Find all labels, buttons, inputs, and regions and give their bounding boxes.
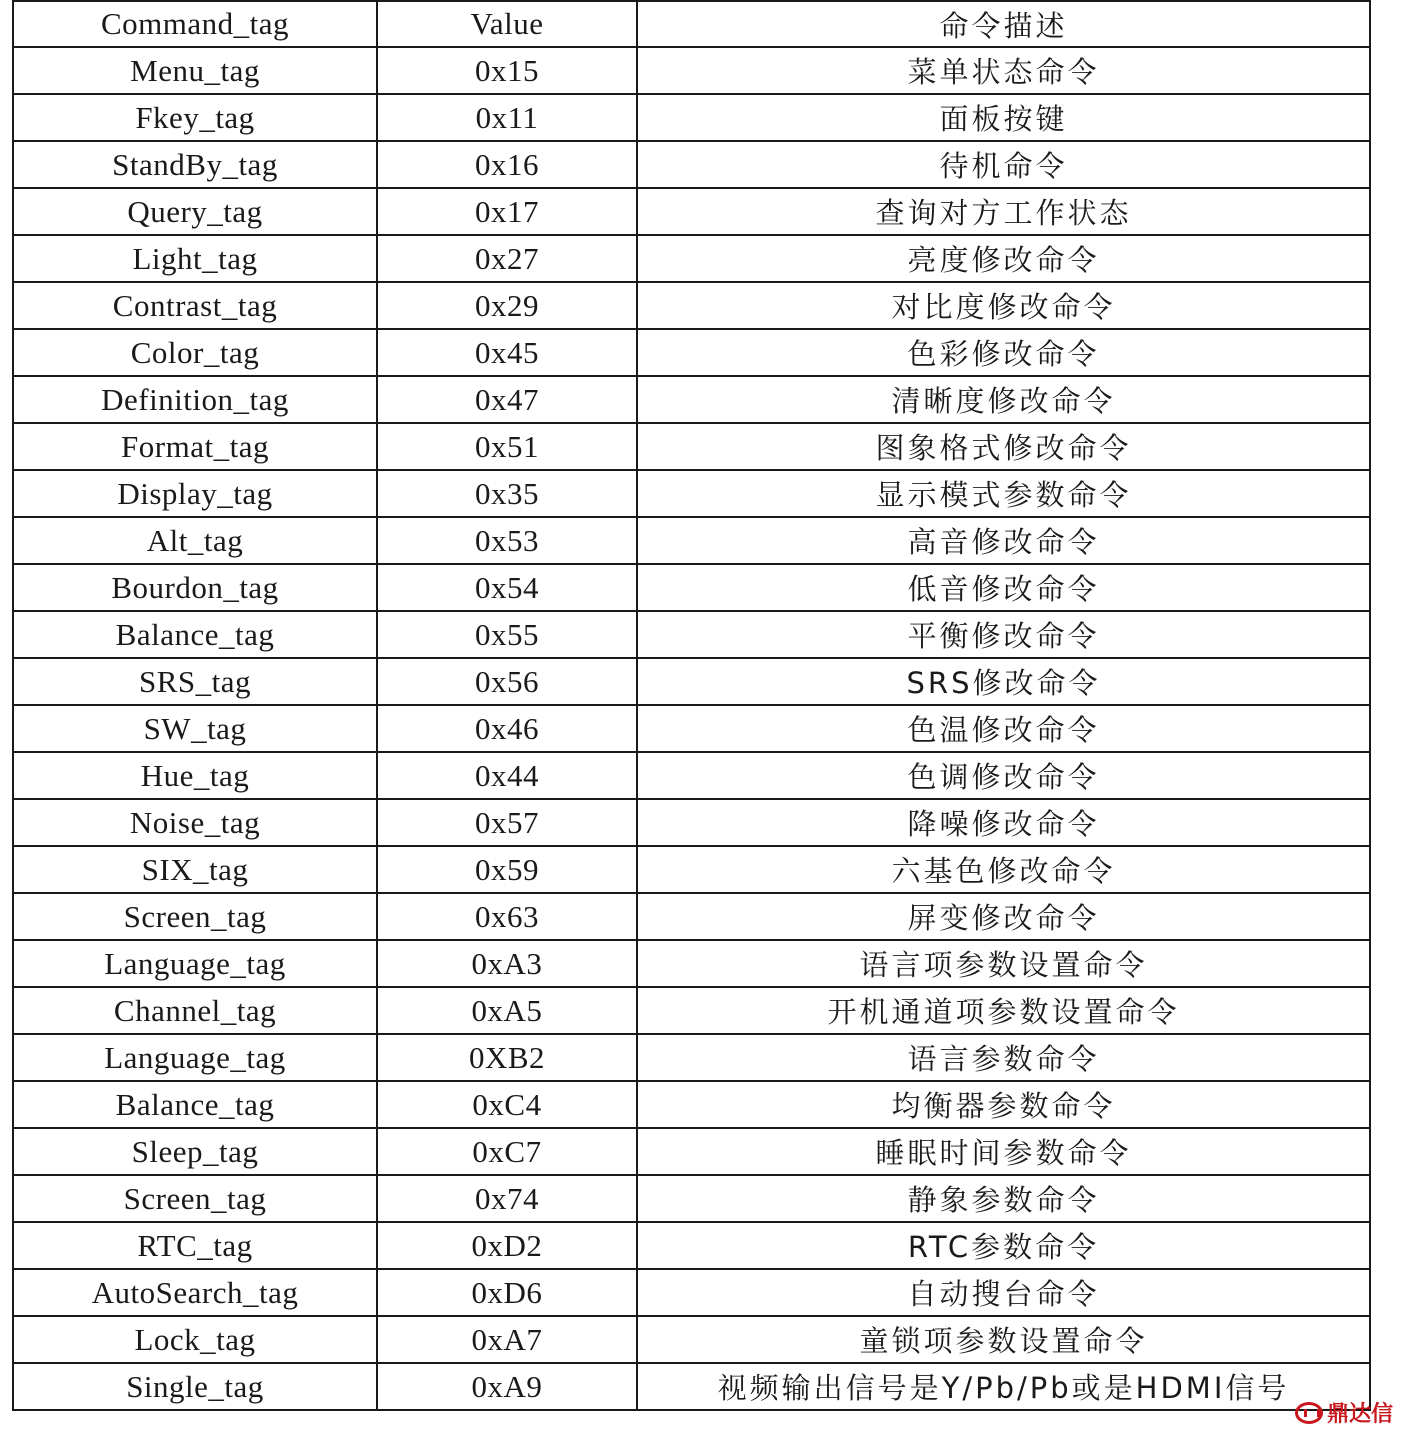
description-cell: 查询对方工作状态	[637, 188, 1370, 235]
command-tag-cell: Single_tag	[13, 1363, 377, 1410]
description-cell: 降噪修改命令	[637, 799, 1370, 846]
table-row	[13, 799, 1370, 846]
table-row	[13, 893, 1370, 940]
description-cell: 视频输出信号是Y/Pb/Pb或是HDMI信号	[637, 1363, 1370, 1410]
description-cell: 平衡修改命令	[637, 611, 1370, 658]
command-tag-cell: Language_tag	[13, 940, 377, 987]
table-row	[13, 1034, 1370, 1081]
description-cell: 待机命令	[637, 141, 1370, 188]
table-row	[13, 564, 1370, 611]
table-row	[13, 1222, 1370, 1269]
table-row	[13, 1269, 1370, 1316]
description-cell: 菜单状态命令	[637, 47, 1370, 94]
watermark-text: 鼎达信	[1326, 1402, 1393, 1427]
command-tag-cell: Contrast_tag	[13, 282, 377, 329]
table-row	[13, 940, 1370, 987]
description-cell: 显示模式参数命令	[637, 470, 1370, 517]
command-tag-cell: SW_tag	[13, 705, 377, 752]
value-cell: 0xC4	[377, 1081, 637, 1128]
command-tag-cell: Balance_tag	[13, 1081, 377, 1128]
description-cell: 图象格式修改命令	[637, 423, 1370, 470]
value-cell: 0xA3	[377, 940, 637, 987]
table-row	[13, 1175, 1370, 1222]
description-cell: 屏变修改命令	[637, 893, 1370, 940]
value-cell: 0x47	[377, 376, 637, 423]
watermark-logo-icon	[1295, 1402, 1323, 1424]
command-tag-cell: Lock_tag	[13, 1316, 377, 1363]
command-tag-cell: Sleep_tag	[13, 1128, 377, 1175]
command-tag-cell: Screen_tag	[13, 893, 377, 940]
command-tag-cell: SIX_tag	[13, 846, 377, 893]
table-row	[13, 611, 1370, 658]
value-cell: 0xD6	[377, 1269, 637, 1316]
description-cell: 睡眠时间参数命令	[637, 1128, 1370, 1175]
table-row	[13, 705, 1370, 752]
command-tag-cell: Color_tag	[13, 329, 377, 376]
value-cell: 0xA7	[377, 1316, 637, 1363]
description-cell: 色彩修改命令	[637, 329, 1370, 376]
value-cell: 0x63	[377, 893, 637, 940]
table-row	[13, 94, 1370, 141]
value-cell: 0xD2	[377, 1222, 637, 1269]
value-cell: 0xC7	[377, 1128, 637, 1175]
command-tag-cell: RTC_tag	[13, 1222, 377, 1269]
description-cell: 清晰度修改命令	[637, 376, 1370, 423]
value-cell: 0x11	[377, 94, 637, 141]
table-row	[13, 47, 1370, 94]
command-table	[12, 0, 1371, 1411]
table-body	[13, 47, 1370, 1410]
command-tag-cell: Light_tag	[13, 235, 377, 282]
command-tag-cell: Bourdon_tag	[13, 564, 377, 611]
description-cell: 色温修改命令	[637, 705, 1370, 752]
value-cell: 0x46	[377, 705, 637, 752]
value-cell: 0x44	[377, 752, 637, 799]
value-cell: 0xA5	[377, 987, 637, 1034]
command-tag-cell: Screen_tag	[13, 1175, 377, 1222]
description-cell: 低音修改命令	[637, 564, 1370, 611]
command-tag-cell: Definition_tag	[13, 376, 377, 423]
value-cell: 0XB2	[377, 1034, 637, 1081]
command-tag-cell: SRS_tag	[13, 658, 377, 705]
table-row	[13, 1081, 1370, 1128]
value-cell: 0x16	[377, 141, 637, 188]
value-cell: 0x53	[377, 517, 637, 564]
description-cell: 语言项参数设置命令	[637, 940, 1370, 987]
table-row	[13, 987, 1370, 1034]
description-cell: RTC参数命令	[637, 1222, 1370, 1269]
command-tag-cell: Language_tag	[13, 1034, 377, 1081]
table-row	[13, 658, 1370, 705]
description-cell: 自动搜台命令	[637, 1269, 1370, 1316]
command-tag-cell: StandBy_tag	[13, 141, 377, 188]
command-tag-cell: Noise_tag	[13, 799, 377, 846]
table-row	[13, 846, 1370, 893]
value-cell: 0x56	[377, 658, 637, 705]
table-row	[13, 282, 1370, 329]
description-cell: 均衡器参数命令	[637, 1081, 1370, 1128]
description-cell: 语言参数命令	[637, 1034, 1370, 1081]
value-cell: 0x27	[377, 235, 637, 282]
table-row	[13, 1316, 1370, 1363]
table-row	[13, 1363, 1370, 1410]
table-row	[13, 423, 1370, 470]
command-tag-cell: Menu_tag	[13, 47, 377, 94]
value-cell: 0x54	[377, 564, 637, 611]
table-row	[13, 517, 1370, 564]
command-tag-cell: Balance_tag	[13, 611, 377, 658]
command-tag-cell: Fkey_tag	[13, 94, 377, 141]
table-row	[13, 376, 1370, 423]
description-cell: 高音修改命令	[637, 517, 1370, 564]
description-cell: 亮度修改命令	[637, 235, 1370, 282]
description-cell: 色调修改命令	[637, 752, 1370, 799]
command-tag-cell: Alt_tag	[13, 517, 377, 564]
table-row	[13, 470, 1370, 517]
value-cell: 0x74	[377, 1175, 637, 1222]
value-cell: 0x29	[377, 282, 637, 329]
table-row	[13, 141, 1370, 188]
command-tag-cell: Format_tag	[13, 423, 377, 470]
table-row	[13, 329, 1370, 376]
value-cell: 0x57	[377, 799, 637, 846]
header-value: Value	[377, 1, 637, 47]
command-tag-cell: Hue_tag	[13, 752, 377, 799]
table-row	[13, 235, 1370, 282]
command-tag-cell: Channel_tag	[13, 987, 377, 1034]
description-cell: 静象参数命令	[637, 1175, 1370, 1222]
description-cell: 六基色修改命令	[637, 846, 1370, 893]
table-row	[13, 1128, 1370, 1175]
value-cell: 0xA9	[377, 1363, 637, 1410]
description-cell: 开机通道项参数设置命令	[637, 987, 1370, 1034]
description-cell: 童锁项参数设置命令	[637, 1316, 1370, 1363]
description-cell: 面板按键	[637, 94, 1370, 141]
table-row	[13, 188, 1370, 235]
watermark	[1295, 1397, 1393, 1428]
command-tag-cell: Query_tag	[13, 188, 377, 235]
value-cell: 0x59	[377, 846, 637, 893]
command-tag-cell: Display_tag	[13, 470, 377, 517]
value-cell: 0x55	[377, 611, 637, 658]
description-cell: 对比度修改命令	[637, 282, 1370, 329]
description-cell: SRS修改命令	[637, 658, 1370, 705]
value-cell: 0x45	[377, 329, 637, 376]
table-row	[13, 752, 1370, 799]
value-cell: 0x35	[377, 470, 637, 517]
value-cell: 0x51	[377, 423, 637, 470]
header-command-tag: Command_tag	[13, 1, 377, 47]
value-cell: 0x17	[377, 188, 637, 235]
command-tag-cell: AutoSearch_tag	[13, 1269, 377, 1316]
value-cell: 0x15	[377, 47, 637, 94]
header-description: 命令描述	[637, 1, 1370, 47]
header-row	[13, 1, 1370, 47]
